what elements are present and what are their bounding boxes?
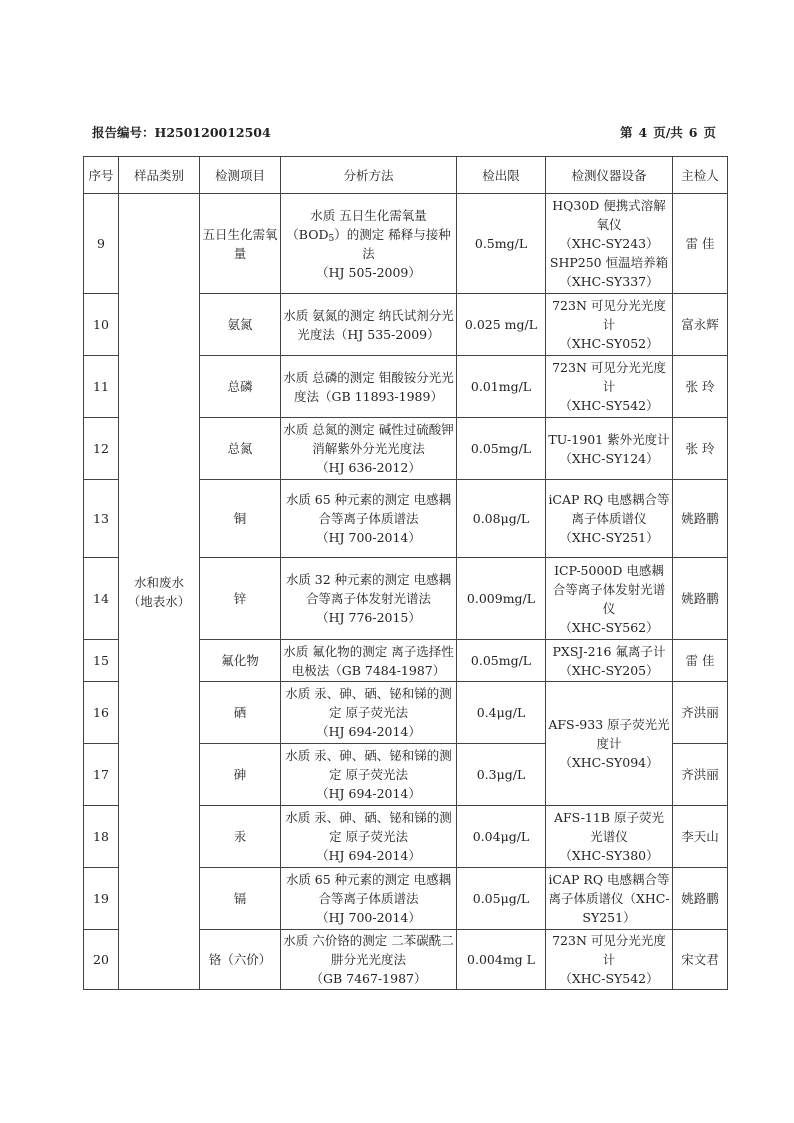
equipment-line: 723N 可见分光光度计 — [552, 933, 666, 967]
page-prefix: 第 — [619, 125, 633, 140]
method-text: 水质 32 种元素的测定 电感耦合等离子体发射光谱法 — [285, 572, 452, 606]
equipment — [546, 194, 673, 294]
row-number: 13 — [84, 480, 119, 558]
column-header: 检出限 — [457, 157, 546, 194]
inspector: 李天山 — [673, 806, 728, 868]
detection-limit: 0.4μg/L — [457, 682, 546, 744]
sample-category — [119, 194, 200, 990]
test-item: 总氮 — [200, 418, 281, 480]
equipment-line: （XHC-SY542） — [559, 398, 659, 413]
inspector: 宋文君 — [673, 930, 728, 990]
analysis-method: 水质 氨氮的测定 纳氏试剂分光光度法（HJ 535-2009） — [281, 294, 457, 356]
page-suffix: 页 — [703, 125, 716, 140]
method-standard: （HJ 776-2015） — [316, 610, 421, 625]
sample-category-line: （地表水） — [127, 593, 191, 609]
equipment: iCAP RQ 电感耦合等离子体质谱仪（XHC-SY251） — [546, 868, 673, 930]
method-text: 水质 六价铬的测定 二苯碳酰二肼分光光度法 — [283, 933, 454, 967]
equipment-line: （XHC-SY251） — [559, 530, 659, 545]
analysis-method: 水质 氟化物的测定 离子选择性电极法（GB 7484-1987） — [281, 640, 457, 682]
equipment — [546, 558, 673, 640]
equipment-line: HQ30D 便携式溶解氧仪 — [552, 198, 666, 232]
row-number: 14 — [84, 558, 119, 640]
equipment-line: AFS-933 原子荧光光度计 — [548, 717, 670, 751]
method-text — [283, 225, 454, 263]
detection-limit: 0.3μg/L — [457, 744, 546, 806]
inspector: 张 玲 — [673, 356, 728, 418]
row-number: 18 — [84, 806, 119, 868]
page-current: 4 — [638, 125, 648, 140]
equipment — [546, 480, 673, 558]
equipment-line: ICP-5000D 电感耦合等离子体发射光谱仪 — [552, 562, 666, 616]
row-number: 12 — [84, 418, 119, 480]
test-item: 汞 — [200, 806, 281, 868]
equipment-line: （XHC-SY562） — [559, 619, 659, 635]
test-item: 铜 — [200, 480, 281, 558]
inspector: 姚路鹏 — [673, 868, 728, 930]
inspector: 雷 佳 — [673, 194, 728, 294]
report-number — [92, 123, 271, 141]
test-item: 氟化物 — [200, 640, 281, 682]
report-number-label: 报告编号： — [92, 125, 155, 140]
inspector: 张 玲 — [673, 418, 728, 480]
method-standard: （HJ 700-2014） — [316, 530, 421, 545]
row-number: 15 — [84, 640, 119, 682]
column-header: 主检人 — [673, 157, 728, 194]
detection-limit: 0.025 mg/L — [457, 294, 546, 356]
row-number: 16 — [84, 682, 119, 744]
detection-limit: 0.05μg/L — [457, 868, 546, 930]
method-text: 水质 65 种元素的测定 电感耦合等离子体质谱法 — [285, 492, 452, 526]
equipment — [546, 356, 673, 418]
table-row — [84, 194, 728, 294]
analysis-method — [281, 868, 457, 930]
row-number: 9 — [84, 194, 119, 294]
method-text: 水质 65 种元素的测定 电感耦合等离子体质谱法 — [285, 872, 452, 906]
row-number: 10 — [84, 294, 119, 356]
detection-limit: 0.04μg/L — [457, 806, 546, 868]
test-item: 砷 — [200, 744, 281, 806]
test-item: 五日生化需氧量 — [200, 194, 281, 294]
row-number: 17 — [84, 744, 119, 806]
equipment-line: TU-1901 紫外光度计 — [548, 431, 670, 447]
test-item: 总磷 — [200, 356, 281, 418]
equipment-line: SHP250 恒温培养箱 — [549, 255, 669, 270]
inspector: 齐洪丽 — [673, 682, 728, 744]
equipment-line: （XHC-SY052） — [559, 336, 659, 351]
analysis-method — [281, 682, 457, 744]
test-item: 锌 — [200, 558, 281, 640]
inspector: 姚路鹏 — [673, 480, 728, 558]
method-standard: （HJ 694-2014） — [316, 724, 421, 739]
equipment — [546, 418, 673, 480]
column-header: 检测项目 — [200, 157, 281, 194]
detection-limit: 0.004mg L — [457, 930, 546, 990]
detection-limit: 0.5mg/L — [457, 194, 546, 294]
test-item: 硒 — [200, 682, 281, 744]
analysis-method — [281, 418, 457, 480]
equipment-line: （XHC-SY380） — [559, 848, 659, 863]
method-text: 水质 汞、砷、硒、铋和锑的测定 原子荧光法 — [285, 686, 452, 720]
method-standard: （HJ 505-2009） — [316, 264, 421, 280]
inspector: 姚路鹏 — [673, 558, 728, 640]
method-standard: （HJ 636-2012） — [316, 460, 421, 475]
method-subscript: 5 — [328, 233, 335, 244]
analysis-method — [281, 930, 457, 990]
method-text: 水质 总氮的测定 碱性过硫酸钾消解紫外分光光度法 — [283, 422, 454, 456]
analysis-method — [281, 194, 457, 294]
page-header — [92, 123, 716, 143]
detection-limit: 0.08μg/L — [457, 480, 546, 558]
inspector: 雷 佳 — [673, 640, 728, 682]
test-item: 镉 — [200, 868, 281, 930]
analysis-method — [281, 480, 457, 558]
table-header-row — [84, 157, 728, 194]
method-text-part: ）的测定 稀释与接种法 — [334, 226, 451, 261]
equipment-line: （XHC-SY337） — [559, 274, 659, 289]
method-standard: （HJ 694-2014） — [316, 786, 421, 801]
page-mid: 页/共 — [653, 125, 683, 140]
analysis-method — [281, 558, 457, 640]
test-item: 氨氮 — [200, 294, 281, 356]
sample-category-line: 水和废水 — [133, 574, 184, 590]
equipment — [546, 930, 673, 990]
equipment-line: iCAP RQ 电感耦合等离子体质谱仪 — [548, 492, 670, 526]
row-number: 11 — [84, 356, 119, 418]
equipment-line: （XHC-SY542） — [559, 971, 659, 986]
equipment — [546, 294, 673, 356]
row-number: 19 — [84, 868, 119, 930]
test-item: 铬（六价） — [200, 930, 281, 990]
equipment-line: AFS-11B 原子荧光光谱仪 — [553, 810, 664, 844]
column-header: 样品类别 — [119, 157, 200, 194]
equipment: PXSJ-216 氟离子计（XHC-SY205） — [546, 640, 673, 682]
analysis-method: 水质 总磷的测定 钼酸铵分光光度法（GB 11893-1989） — [281, 356, 457, 418]
inspector: 齐洪丽 — [673, 744, 728, 806]
equipment-line: 723N 可见分光光度计 — [552, 298, 666, 332]
column-header: 序号 — [84, 157, 119, 194]
method-text: 水质 汞、砷、硒、铋和锑的测定 原子荧光法 — [285, 748, 452, 782]
equipment — [546, 682, 673, 806]
detection-limit: 0.01mg/L — [457, 356, 546, 418]
method-text: 水质 汞、砷、硒、铋和锑的测定 原子荧光法 — [285, 810, 452, 844]
column-header: 检测仪器设备 — [546, 157, 673, 194]
detection-limit: 0.05mg/L — [457, 640, 546, 682]
detection-limit: 0.05mg/L — [457, 418, 546, 480]
page-total: 6 — [688, 125, 698, 140]
row-number: 20 — [84, 930, 119, 990]
column-header: 分析方法 — [281, 157, 457, 194]
equipment-line: （XHC-SY094） — [559, 755, 659, 770]
method-standard: （GB 7467-1987） — [310, 971, 427, 986]
analysis-method — [281, 744, 457, 806]
method-text: 水质 五日生化需氧量 — [310, 207, 427, 223]
inspector: 富永辉 — [673, 294, 728, 356]
method-standard: （HJ 700-2014） — [316, 910, 421, 925]
equipment-line: （XHC-SY243） — [559, 236, 659, 251]
report-number-value: H250120012504 — [154, 125, 271, 140]
equipment-line: （XHC-SY124） — [559, 450, 659, 466]
page-indicator — [620, 123, 716, 141]
method-standard: （HJ 694-2014） — [316, 848, 421, 863]
results-table — [83, 156, 728, 990]
equipment-line: 723N 可见分光光度计 — [552, 360, 666, 394]
detection-limit: 0.009mg/L — [457, 558, 546, 640]
method-text-part: （BOD — [286, 226, 329, 242]
equipment — [546, 806, 673, 868]
analysis-method — [281, 806, 457, 868]
